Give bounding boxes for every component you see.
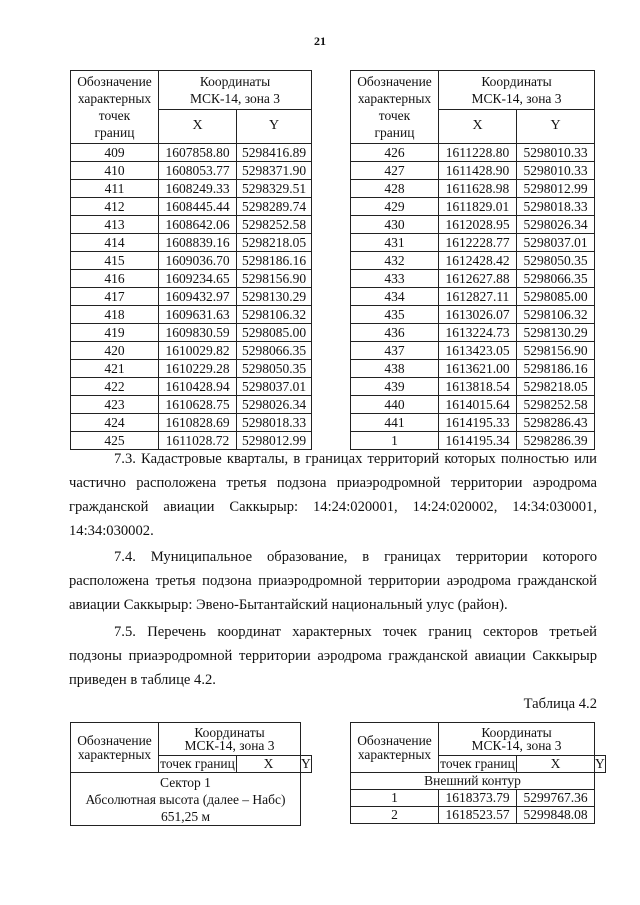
- point-id: 2: [351, 807, 439, 824]
- coord-y: 5298026.34: [237, 396, 312, 414]
- coord-x: 1611228.80: [439, 144, 517, 162]
- coord-y: 5298050.35: [237, 360, 312, 378]
- header-point-label-tail: точек границ: [440, 756, 515, 772]
- coord-x: 1608642.06: [159, 216, 237, 234]
- coord-x: 1608249.33: [159, 180, 237, 198]
- table-row: [351, 378, 595, 396]
- coord-y: 5298218.05: [517, 378, 595, 396]
- table-row: [351, 198, 595, 216]
- point-id: 431: [351, 234, 439, 252]
- header-coordinates: Координаты МСК-14, зона 3: [439, 723, 595, 756]
- table-row: [71, 396, 312, 414]
- coord-y: 5298018.33: [517, 198, 595, 216]
- table-row: [71, 180, 312, 198]
- table-row: [71, 216, 312, 234]
- point-id: 417: [71, 288, 159, 306]
- coord-y: 5298289.74: [237, 198, 312, 216]
- header-coordinates: Координаты МСК-14, зона 3: [159, 723, 301, 756]
- point-id: 412: [71, 198, 159, 216]
- coord-x: 1611628.98: [439, 180, 517, 198]
- coord-x: 1613423.05: [439, 342, 517, 360]
- table-row: [351, 288, 595, 306]
- coord-y: 5298037.01: [517, 234, 595, 252]
- paragraph-7-4: 7.4. Муниципальное образование, в границах территории которого расположена третья подзона приаэродромной территории аэродрома гражданской авиации Саккырыр: Эвено-Бытантайский национальный улус (район).: [69, 549, 597, 613]
- coord-x: 1610428.94: [159, 378, 237, 396]
- coord-x: 1612028.95: [439, 216, 517, 234]
- coord-x: 1608445.44: [159, 198, 237, 216]
- header-y: Y: [595, 756, 605, 772]
- point-id: 436: [351, 324, 439, 342]
- header-point-label: Обозначение характерных точек границ: [351, 71, 439, 144]
- coord-x: 1618523.57: [439, 807, 517, 824]
- table-caption: Таблица 4.2: [523, 696, 597, 712]
- point-id: 1: [351, 432, 439, 450]
- coord-y: 5298106.32: [237, 306, 312, 324]
- coord-x: 1612627.88: [439, 270, 517, 288]
- coord-y: 5298156.90: [517, 342, 595, 360]
- point-id: 437: [351, 342, 439, 360]
- table-row: [351, 790, 606, 807]
- point-id: 413: [71, 216, 159, 234]
- header-coordinates: Координаты МСК-14, зона 3: [439, 71, 595, 110]
- coord-x: 1609631.63: [159, 306, 237, 324]
- point-id: 434: [351, 288, 439, 306]
- table-row: [71, 324, 312, 342]
- table-row: [351, 216, 595, 234]
- coord-x: 1612428.42: [439, 252, 517, 270]
- coord-y: 5299848.08: [517, 807, 595, 824]
- coord-x: 1609036.70: [159, 252, 237, 270]
- table-row: [351, 306, 595, 324]
- header-point-label: Обозначение характерных: [71, 723, 159, 773]
- coord-y: 5298066.35: [237, 342, 312, 360]
- point-id: 432: [351, 252, 439, 270]
- table-row: [71, 360, 312, 378]
- point-id: 419: [71, 324, 159, 342]
- coord-y: 5298252.58: [517, 396, 595, 414]
- point-id: 428: [351, 180, 439, 198]
- coord-y: 5298066.35: [517, 270, 595, 288]
- table-row: [71, 414, 312, 432]
- table-row: [351, 234, 595, 252]
- header-y: Y: [517, 109, 595, 143]
- coordinates-table-body: [71, 71, 312, 450]
- table-row: [351, 162, 595, 180]
- header-x: X: [237, 756, 301, 773]
- coord-y: 5298085.00: [517, 288, 595, 306]
- point-id: 438: [351, 360, 439, 378]
- table-row: [71, 270, 312, 288]
- coord-y: 5298010.33: [517, 162, 595, 180]
- coord-y: 5298286.43: [517, 414, 595, 432]
- table-row: [351, 342, 595, 360]
- coord-y: 5298085.00: [237, 324, 312, 342]
- point-id: 439: [351, 378, 439, 396]
- coord-x: 1618373.79: [439, 790, 517, 807]
- coord-y: 5298012.99: [237, 432, 312, 450]
- point-id: 414: [71, 234, 159, 252]
- point-id: 424: [71, 414, 159, 432]
- point-id: 410: [71, 162, 159, 180]
- paragraph-7-3: 7.3. Кадастровые кварталы, в границах территорий которых полностью или частично расположена третья подзона приаэродромной территории аэродрома гражданской авиации Саккырыр: 14:24:020001, 14:24:020002, 14:34:030001, 14:34:030002.: [69, 451, 597, 539]
- header-point-label: Обозначение характерных точек границ: [71, 71, 159, 144]
- point-id: 433: [351, 270, 439, 288]
- coord-x: 1609432.97: [159, 288, 237, 306]
- coord-y: 5298329.51: [237, 180, 312, 198]
- coord-x: 1613818.54: [439, 378, 517, 396]
- coord-x: 1613224.73: [439, 324, 517, 342]
- sector-table-left: [70, 722, 312, 826]
- coord-x: 1608839.16: [159, 234, 237, 252]
- coord-x: 1612827.11: [439, 288, 517, 306]
- coordinates-table-right: [350, 70, 595, 450]
- coord-y: 5298218.05: [237, 234, 312, 252]
- point-id: 435: [351, 306, 439, 324]
- coord-y: 5298416.89: [237, 144, 312, 162]
- table-row: [351, 324, 595, 342]
- coord-x: 1610828.69: [159, 414, 237, 432]
- coord-y: 5298037.01: [237, 378, 312, 396]
- table-row: [71, 234, 312, 252]
- outer-contour-caption: Внешний контур: [351, 773, 595, 790]
- coord-x: 1611428.90: [439, 162, 517, 180]
- coord-y: 5298252.58: [237, 216, 312, 234]
- coord-y: 5299767.36: [517, 790, 595, 807]
- coord-y: 5298010.33: [517, 144, 595, 162]
- coord-y: 5298130.29: [517, 324, 595, 342]
- point-id: 429: [351, 198, 439, 216]
- table-row: [71, 306, 312, 324]
- coord-x: 1607858.80: [159, 144, 237, 162]
- table-row: [351, 414, 595, 432]
- point-id: 426: [351, 144, 439, 162]
- table-row: [71, 252, 312, 270]
- coord-x: 1614195.33: [439, 414, 517, 432]
- point-id: 423: [71, 396, 159, 414]
- coordinates-table-left: [70, 70, 312, 450]
- header-x: X: [439, 109, 517, 143]
- point-id: 409: [71, 144, 159, 162]
- coord-y: 5298130.29: [237, 288, 312, 306]
- coord-x: 1610029.82: [159, 342, 237, 360]
- coord-x: 1611028.72: [159, 432, 237, 450]
- coord-y: 5298050.35: [517, 252, 595, 270]
- table-row: [351, 180, 595, 198]
- header-x: X: [159, 109, 237, 143]
- paragraph-7-5: 7.5. Перечень координат характерных точек границ секторов третьей подзоны приаэродромной территории аэродрома гражданской авиации Саккырыр приведен в таблице 4.2.: [69, 624, 597, 688]
- table-row: [351, 807, 606, 824]
- coord-y: 5298018.33: [237, 414, 312, 432]
- header-coordinates: Координаты МСК-14, зона 3: [159, 71, 312, 110]
- coord-y: 5298186.16: [517, 360, 595, 378]
- header-point-label: Обозначение характерных: [351, 723, 439, 773]
- coord-y: 5298012.99: [517, 180, 595, 198]
- point-id: 415: [71, 252, 159, 270]
- point-id: 421: [71, 360, 159, 378]
- table-row: [351, 252, 595, 270]
- point-id: 411: [71, 180, 159, 198]
- coord-x: 1609234.65: [159, 270, 237, 288]
- coord-y: 5298186.16: [237, 252, 312, 270]
- header-y: Y: [237, 109, 312, 143]
- table-row: [351, 270, 595, 288]
- point-id: 440: [351, 396, 439, 414]
- coord-x: 1613621.00: [439, 360, 517, 378]
- header-x: X: [517, 756, 595, 773]
- table-row: [71, 288, 312, 306]
- coord-y: 5298156.90: [237, 270, 312, 288]
- page-number: 21: [314, 34, 326, 48]
- point-id: 418: [71, 306, 159, 324]
- coord-x: 1610229.28: [159, 360, 237, 378]
- point-id: 427: [351, 162, 439, 180]
- coord-y: 5298371.90: [237, 162, 312, 180]
- coord-x: 1612228.77: [439, 234, 517, 252]
- coordinates-table-body: [351, 71, 595, 450]
- point-id: 1: [351, 790, 439, 807]
- table-row: [71, 342, 312, 360]
- point-id: 416: [71, 270, 159, 288]
- coord-x: 1613026.07: [439, 306, 517, 324]
- coord-y: 5298106.32: [517, 306, 595, 324]
- point-id: 422: [71, 378, 159, 396]
- sector-1-caption: Сектор 1 Абсолютная высота (далее – Набс) 651,25 м: [71, 773, 301, 826]
- coord-x: 1614195.34: [439, 432, 517, 450]
- point-id: 441: [351, 414, 439, 432]
- coord-x: 1614015.64: [439, 396, 517, 414]
- coord-y: 5298026.34: [517, 216, 595, 234]
- table-row: [351, 360, 595, 378]
- sector-table-right: [350, 722, 606, 824]
- point-id: 420: [71, 342, 159, 360]
- table-row: [71, 198, 312, 216]
- coord-y: 5298286.39: [517, 432, 595, 450]
- table-row: [71, 378, 312, 396]
- table-row: [71, 162, 312, 180]
- coord-x: 1611829.01: [439, 198, 517, 216]
- point-id: 425: [71, 432, 159, 450]
- coord-x: 1610628.75: [159, 396, 237, 414]
- point-id: 430: [351, 216, 439, 234]
- coord-x: 1609830.59: [159, 324, 237, 342]
- header-y: Y: [301, 756, 311, 772]
- table-row: [351, 144, 595, 162]
- table-row: [71, 144, 312, 162]
- header-point-label-tail: точек границ: [160, 756, 235, 772]
- table-row: [351, 396, 595, 414]
- coord-x: 1608053.77: [159, 162, 237, 180]
